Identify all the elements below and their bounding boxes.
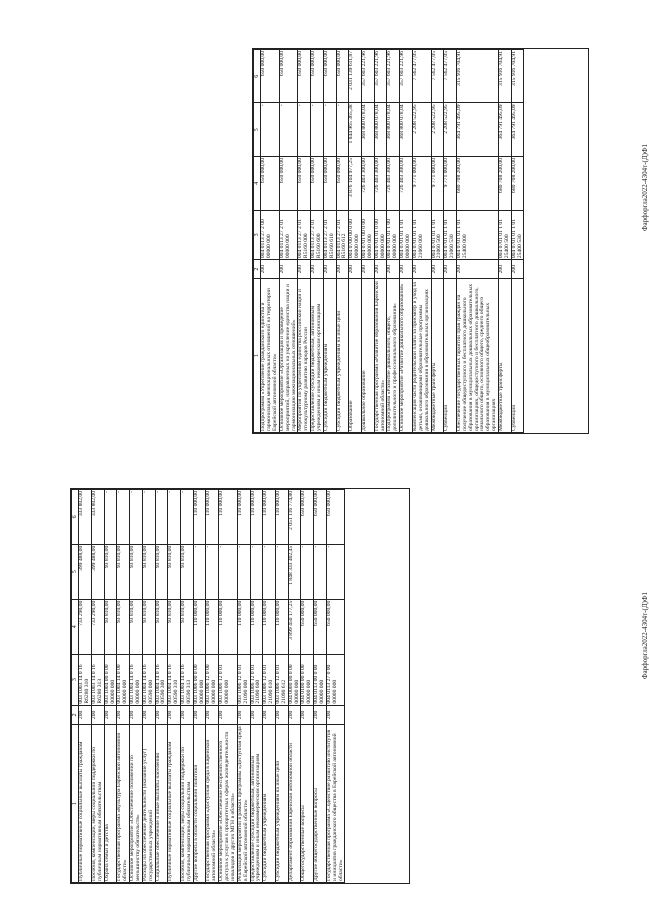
budget-code: 004 0000 00 0 00 00000 000 (288, 654, 301, 705)
budget-code: 004 0701 01 1 01 25400 500 (498, 210, 511, 260)
row-label: Государственная программа «Доступная среда в Еврейской автономной области» (206, 725, 219, 883)
remaining-amount: 2 031 139 611,87 (349, 50, 362, 103)
row-label: Субвенции (511, 279, 524, 433)
budget-table-page-171 (70, 488, 410, 884)
plan-amount: 650 000,00 (323, 156, 336, 210)
row-label: Пособия, компенсации, меры социальной поддержки по публичным нормативным обязательствам (92, 725, 105, 883)
executed-amount: - (261, 103, 280, 157)
remaining-amount: 315 916 704,91 (498, 50, 511, 103)
executed-amount: 399 488,00 (92, 544, 105, 599)
table-row (279, 50, 298, 433)
admin-code: 200 (298, 260, 311, 279)
page-footer: Фарфоргла2022-4304т-(Д)Ф1 (641, 592, 649, 679)
remaining-amount: 110 000,00 (275, 490, 288, 545)
remaining-amount: 110 000,00 (219, 490, 238, 545)
budget-code: 003 1004 14 0 16 00590 313 (181, 654, 194, 705)
admin-code: 200 (349, 260, 362, 279)
executed-amount: - (314, 544, 327, 599)
admin-code: 200 (400, 260, 413, 279)
plan-amount: 3 876 104 977,25 (349, 156, 362, 210)
remaining-amount: - (181, 490, 194, 545)
admin-code: 200 (301, 705, 314, 725)
budget-code: 004 0701 01 1 00 00000 000 (387, 210, 400, 260)
row-label: Государственная программа «Развитие образования Еврейской автономной области» (374, 279, 387, 433)
budget-code: 003 1004 14 0 00 00000 000 (117, 654, 130, 705)
budget-code: 004 0701 01 0 00 00000 000 (374, 210, 387, 260)
remaining-amount: 357 603 221,96 (374, 50, 387, 103)
budget-code: 004 0113 27 2 01 R5160 612 (336, 210, 349, 260)
table-row (431, 50, 444, 433)
budget-code: 004 0701 01 1 01 21060 530 (444, 210, 457, 260)
admin-code: 200 (311, 260, 324, 279)
table-row (168, 490, 181, 883)
budget-code: 003 1004 14 0 16 00590 310 (168, 654, 181, 705)
remaining-amount: 357 603 221,96 (362, 50, 375, 103)
table-row (155, 490, 168, 883)
admin-code: 200 (168, 705, 181, 725)
plan-amount: 733 290,00 (92, 599, 105, 654)
table-row (92, 490, 105, 883)
remaining-amount: 7 562 477,05 (444, 50, 457, 103)
remaining-amount: 650 000,00 (314, 490, 327, 545)
budget-code: 004 0701 01 1 01 21060 000 (412, 210, 431, 260)
admin-code: 200 (456, 260, 498, 279)
row-label: Публичные нормативные социальные выплаты гражданам (168, 725, 181, 883)
remaining-amount: 110 000,00 (237, 490, 250, 545)
remaining-amount: 110 000,00 (250, 490, 263, 545)
budget-code: 004 0100 00 0 00 00000 000 (301, 654, 314, 705)
column-header: 3 (72, 654, 79, 705)
row-label: Субвенции (444, 279, 457, 433)
budget-code: 003 1003 14 0 16 R6280 313 (92, 654, 105, 705)
budget-code: 004 0113 27 2 00 00000 000 (261, 210, 280, 260)
admin-code: 200 (92, 705, 105, 725)
plan-amount: 110 000,00 (275, 599, 288, 654)
row-label: Подпрограмма «Развитие дошкольного, общего, дополнительного и профессионального образования» (387, 279, 400, 433)
table-row (275, 490, 288, 883)
budget-code: 003 1006 12 0 00 00000 000 (206, 654, 219, 705)
row-label: Субсидии бюджетным учреждениям на иные цели (275, 725, 288, 883)
admin-code: 200 (314, 705, 327, 725)
plan-amount: 650 000,00 (301, 599, 314, 654)
column-header: 5 (72, 544, 79, 599)
plan-amount: 110 000,00 (193, 599, 206, 654)
row-label: Департамент образования Еврейской автономной области (288, 725, 301, 883)
executed-amount: 368 800 078,04 (374, 103, 387, 157)
remaining-amount: 110 000,00 (193, 490, 206, 545)
remaining-amount: 2 051 116 774,80 (288, 490, 301, 545)
executed-amount: - (219, 544, 238, 599)
plan-amount: 9 771 000,00 (412, 156, 431, 210)
budget-code: 003 1004 14 0 16 00590 000 (142, 654, 155, 705)
row-label: Подпрограмма «Укрепление гражданского единства и гармонизация межнациональных отношений на территории Еврейской автономной области» (261, 279, 280, 433)
table-row (298, 50, 311, 433)
table-row (181, 490, 194, 883)
admin-code: 200 (288, 705, 301, 725)
table-row (326, 490, 345, 883)
executed-amount: 93 810,00 (104, 544, 117, 599)
row-label: Субсидии бюджетным учреждениям (323, 279, 336, 433)
executed-amount: 2 208 522,95 (412, 103, 431, 157)
budget-code: 004 0700 00 0 00 00000 000 (349, 210, 362, 260)
column-header: 1 (72, 725, 79, 883)
executed-amount: - (336, 103, 349, 157)
table-row (323, 50, 336, 433)
budget-code: 004 0701 00 0 00 00000 000 (362, 210, 375, 260)
row-label: Компенсация части родительской платы за присмотр и уход за детьми, осваивающими образовательные программы дошкольного образования в образовательных организациях (412, 279, 431, 433)
budget-code: 003 1006 12 0 01 21090 600 (250, 654, 263, 705)
admin-code: 200 (387, 260, 400, 279)
executed-amount: - (193, 544, 206, 599)
table-row (219, 490, 238, 883)
budget-code: 003 1004 00 0 00 00000 000 (104, 654, 117, 705)
executed-amount: - (301, 544, 314, 599)
table-row (412, 50, 431, 433)
budget-code: 003 1004 14 0 16 00590 300 (155, 654, 168, 705)
table-row (301, 490, 314, 883)
executed-amount: - (311, 103, 324, 157)
plan-amount: 3 899 450 177,25 (288, 599, 301, 654)
plan-amount: 650 000,00 (298, 156, 311, 210)
row-label: Основное мероприятие «Обеспечение положений по меньшинству обязательств» (130, 725, 143, 883)
executed-amount: - (275, 544, 288, 599)
plan-amount: 110 000,00 (237, 599, 250, 654)
row-label: Другие общегосударственные вопросы (314, 725, 327, 883)
admin-code: 200 (117, 705, 130, 725)
column-header: 1 (254, 279, 261, 433)
remaining-amount: 650 000,00 (301, 490, 314, 545)
admin-code: 200 (431, 260, 444, 279)
plan-amount: 110 000,00 (263, 599, 276, 654)
row-label: Другие вопросы в области социальной политики (193, 725, 206, 883)
remaining-amount: 650 000,00 (326, 490, 345, 545)
remaining-amount: - (142, 490, 155, 545)
plan-amount: 93 810,00 (168, 599, 181, 654)
admin-code: 200 (275, 705, 288, 725)
row-label: Предоставление субсидий бюджетным, автономным учреждениям и иным некоммерческим организациям (311, 279, 324, 433)
executed-amount: 1 848 333 402,45 (288, 544, 301, 599)
remaining-amount: 357 603 221,96 (387, 50, 400, 103)
plan-amount: 9 771 000,00 (431, 156, 444, 210)
row-label: Основное мероприятие «Обеспечение беспрепятственного доступа к услугам в приоритетных сферах жизнедеятельности инвалидов и других МГН в области» (219, 725, 238, 883)
plan-amount: 93 810,00 (181, 599, 194, 654)
plan-amount: 726 403 300,00 (387, 156, 400, 210)
executed-amount: 2 208 522,95 (431, 103, 444, 157)
column-header: 3 (254, 210, 261, 260)
table-row (336, 50, 349, 433)
executed-amount: - (206, 544, 219, 599)
remaining-amount: 650 000,00 (298, 50, 311, 103)
remaining-amount: 650 000,00 (311, 50, 324, 103)
admin-code: 200 (511, 260, 524, 279)
budget-code: 004 0113 00 0 00 00000 000 (314, 654, 327, 705)
remaining-amount: 357 603 221,96 (400, 50, 413, 103)
plan-amount: 650 000,00 (311, 156, 324, 210)
table-row (261, 50, 280, 433)
executed-amount: - (323, 103, 336, 157)
remaining-amount: 315 916 704,91 (511, 50, 524, 103)
row-label: Предоставление субсидий бюджетным, автономным учреждениям и иным некоммерческим организациям (250, 725, 263, 883)
table-row (444, 50, 457, 433)
budget-table (253, 49, 524, 433)
admin-code: 200 (263, 705, 276, 725)
row-label: Основное мероприятие «Организация и проведение мероприятий, направленных на укрепление единства нации и гармонизацию межнациональных отношений» (279, 279, 298, 433)
column-header: 2 (254, 260, 261, 279)
admin-code: 200 (323, 260, 336, 279)
row-label: Пособия, компенсации, меры социальной поддержки по публичным нормативным обязательствам (181, 725, 194, 883)
row-label: Публичные нормативные социальные выплаты гражданам (79, 725, 92, 883)
row-label: Расходы на обеспечение деятельности (оказание услуг) государственных учреждений (142, 725, 155, 883)
plan-amount: 726 403 300,00 (374, 156, 387, 210)
remaining-amount: 333 802,00 (92, 490, 105, 545)
plan-amount: 110 000,00 (206, 599, 219, 654)
plan-amount: 733 290,00 (79, 599, 92, 654)
plan-amount: 110 000,00 (250, 599, 263, 654)
remaining-amount: 650 000,00 (323, 50, 336, 103)
executed-amount: 93 810,00 (130, 544, 143, 599)
plan-amount: 9 771 000,00 (444, 156, 457, 210)
table-row (511, 50, 524, 433)
executed-amount: 93 810,00 (142, 544, 155, 599)
table-row (288, 490, 301, 883)
admin-code: 200 (374, 260, 387, 279)
plan-amount: 726 403 300,00 (400, 156, 413, 210)
budget-code: 004 0701 01 1 01 21060 500 (431, 210, 444, 260)
remaining-amount: 110 000,00 (206, 490, 219, 545)
row-label: Межбюджетные трансферты (431, 279, 444, 433)
admin-code: 200 (142, 705, 155, 725)
budget-code: 004 0701 01 1 01 25400 000 (456, 210, 498, 260)
budget-code: 004 0113 27 2 01 R5160 600 (311, 210, 324, 260)
executed-amount: 399 488,00 (79, 544, 92, 599)
admin-code: 200 (206, 705, 219, 725)
executed-amount: 368 800 078,04 (362, 103, 375, 157)
row-label: Межбюджетные трансферты (498, 279, 511, 433)
remaining-amount: 650 000,00 (336, 50, 349, 103)
admin-code: 200 (219, 705, 238, 725)
executed-amount: 364 791 495,09 (456, 103, 498, 157)
row-label: Охрана семьи и детства (104, 725, 117, 883)
row-label: Государственная программа «Культура Еврейской автономной области» (117, 725, 130, 883)
row-label: Субсидии бюджетным учреждениям (263, 725, 276, 883)
admin-code: 200 (279, 260, 298, 279)
plan-amount: 650 000,00 (279, 156, 298, 210)
budget-code: 003 1006 12 0 01 21090 000 (237, 654, 250, 705)
budget-code: 004 0113 27 0 00 00000 000 (326, 654, 345, 705)
column-header: 4 (254, 156, 261, 210)
remaining-amount: 7 562 477,05 (431, 50, 444, 103)
remaining-amount: 7 562 477,05 (412, 50, 431, 103)
admin-code: 200 (181, 705, 194, 725)
executed-amount: 368 800 078,04 (400, 103, 413, 157)
executed-amount: - (326, 544, 345, 599)
executed-amount: - (279, 103, 298, 157)
admin-code: 200 (250, 705, 263, 725)
plan-amount: 93 810,00 (155, 599, 168, 654)
budget-code: 003 1006 00 0 00 00000 000 (193, 654, 206, 705)
executed-amount: 93 810,00 (117, 544, 130, 599)
table-row (206, 490, 219, 883)
row-label: Государственная программа «Содействие развитию институтов и инициатив гражданского общества в Еврейской автономной области» (326, 725, 345, 883)
admin-code: 200 (444, 260, 457, 279)
budget-code: 003 1006 12 0 01 21090 612 (275, 654, 288, 705)
table-row (237, 490, 250, 883)
remaining-amount: 315 916 704,91 (456, 50, 498, 103)
row-label: Реализация мероприятий в рамках программы «Доступная среда в Еврейской автономной области» (236, 726, 249, 881)
plan-amount: 726 403 300,00 (362, 156, 375, 210)
page-footer: Фарфоргла2022-4304т-(Д)Ф1 (641, 144, 649, 231)
table-row (314, 490, 327, 883)
table-row (387, 50, 400, 433)
executed-amount: 364 791 495,09 (498, 103, 511, 157)
plan-amount: 93 810,00 (104, 599, 117, 654)
executed-amount: - (298, 103, 311, 157)
executed-amount: 93 810,00 (168, 544, 181, 599)
executed-amount: - (263, 544, 276, 599)
table-row (79, 490, 92, 883)
executed-amount: - (250, 544, 263, 599)
remaining-amount: - (104, 490, 117, 545)
budget-code: 004 0113 27 2 01 00000 000 (279, 210, 298, 260)
remaining-amount: 650 000,00 (261, 50, 280, 103)
plan-amount: 650 000,00 (314, 599, 327, 654)
table-row (117, 490, 130, 883)
plan-amount: 650 000,00 (326, 599, 345, 654)
executed-amount: 93 810,00 (155, 544, 168, 599)
executed-amount: 93 810,00 (181, 544, 194, 599)
admin-code: 200 (498, 260, 511, 279)
table-row (250, 490, 263, 883)
admin-code: 200 (104, 705, 117, 725)
executed-amount: 368 800 078,04 (387, 103, 400, 157)
admin-code: 200 (336, 260, 349, 279)
table-row (142, 490, 155, 883)
table-row (311, 50, 324, 433)
admin-code: 200 (130, 705, 143, 725)
remaining-amount: 650 000,00 (279, 50, 298, 103)
row-label: Субсидии бюджетным учреждениям на иные цели (336, 279, 349, 433)
column-header: 4 (72, 599, 79, 654)
budget-code: 003 1006 12 0 01 21090 610 (263, 654, 276, 705)
executed-amount: - (237, 544, 250, 599)
table-row (263, 490, 276, 883)
budget-code: 004 0701 01 1 01 00000 000 (400, 210, 413, 260)
row-label: Основное мероприятие «Развитие дошкольного образования» (400, 279, 413, 433)
executed-amount: 2 208 522,95 (444, 103, 457, 157)
budget-table-page-172 (252, 48, 589, 434)
column-header: 2 (72, 705, 79, 725)
admin-code: 200 (155, 705, 168, 725)
admin-code: 200 (79, 705, 92, 725)
remaining-amount: - (117, 490, 130, 545)
table-row (130, 490, 143, 883)
table-row (498, 50, 511, 433)
budget-code: 003 1003 14 0 16 R6280 310 (79, 654, 92, 705)
admin-code: 200 (237, 705, 250, 725)
executed-amount: 1 844 965 365,38 (349, 103, 362, 157)
table-row (400, 50, 413, 433)
remaining-amount: - (168, 490, 181, 545)
row-label: Обеспечение государственных гарантий прав граждан на получение общедоступного и бесплатного дошкольного образования в муниципальных дошкольных образовательных организациях, общедоступного и бесплатного дошкольного, начального общего, основного общего, среднего общего образования в муниципальных общеобразовательных организациях (456, 279, 498, 433)
plan-amount: 93 810,00 (130, 599, 143, 654)
table-row (349, 50, 362, 433)
column-header: 6 (72, 490, 79, 545)
row-label: Образование (349, 279, 362, 433)
row-label: Дошкольное образование (362, 279, 375, 433)
column-header: 6 (254, 50, 261, 103)
admin-code: 200 (261, 260, 280, 279)
remaining-amount: 110 000,00 (263, 490, 276, 545)
plan-amount: 650 000,00 (336, 156, 349, 210)
admin-code: 200 (412, 260, 431, 279)
remaining-amount: 333 802,00 (79, 490, 92, 545)
plan-amount: 680 708 200,00 (456, 156, 498, 210)
budget-table (71, 489, 345, 883)
table-row (362, 50, 375, 433)
admin-code: 200 (326, 705, 345, 725)
plan-amount: 93 810,00 (117, 599, 130, 654)
row-label: Социальные обеспечение и иные выплаты населению (155, 725, 168, 883)
plan-amount: 650 000,00 (261, 156, 280, 210)
row-label: Общегосударственные вопросы (301, 725, 314, 883)
table-row (456, 50, 498, 433)
executed-amount: 364 791 495,09 (511, 103, 524, 157)
admin-code: 200 (362, 260, 375, 279)
plan-amount: 93 810,00 (142, 599, 155, 654)
budget-code: 003 1006 12 0 01 00000 000 (219, 654, 238, 705)
budget-code: 004 0113 27 2 01 R5160 000 (298, 210, 311, 260)
plan-amount: 110 000,00 (219, 599, 238, 654)
budget-code: 003 1004 14 0 16 00000 000 (130, 654, 143, 705)
column-header: 5 (254, 103, 261, 157)
plan-amount: 680 708 200,00 (511, 156, 524, 210)
remaining-amount: - (130, 490, 143, 545)
plan-amount: 680 708 200,00 (498, 156, 511, 210)
row-label: Мероприятия по укреплению единства российской нации и этнокультурному развитию народов России (298, 279, 311, 433)
budget-code: 004 0701 01 1 01 25400 530 (511, 210, 524, 260)
admin-code: 200 (193, 705, 206, 725)
remaining-amount: - (155, 490, 168, 545)
budget-code: 004 0113 27 2 01 R5160 610 (323, 210, 336, 260)
